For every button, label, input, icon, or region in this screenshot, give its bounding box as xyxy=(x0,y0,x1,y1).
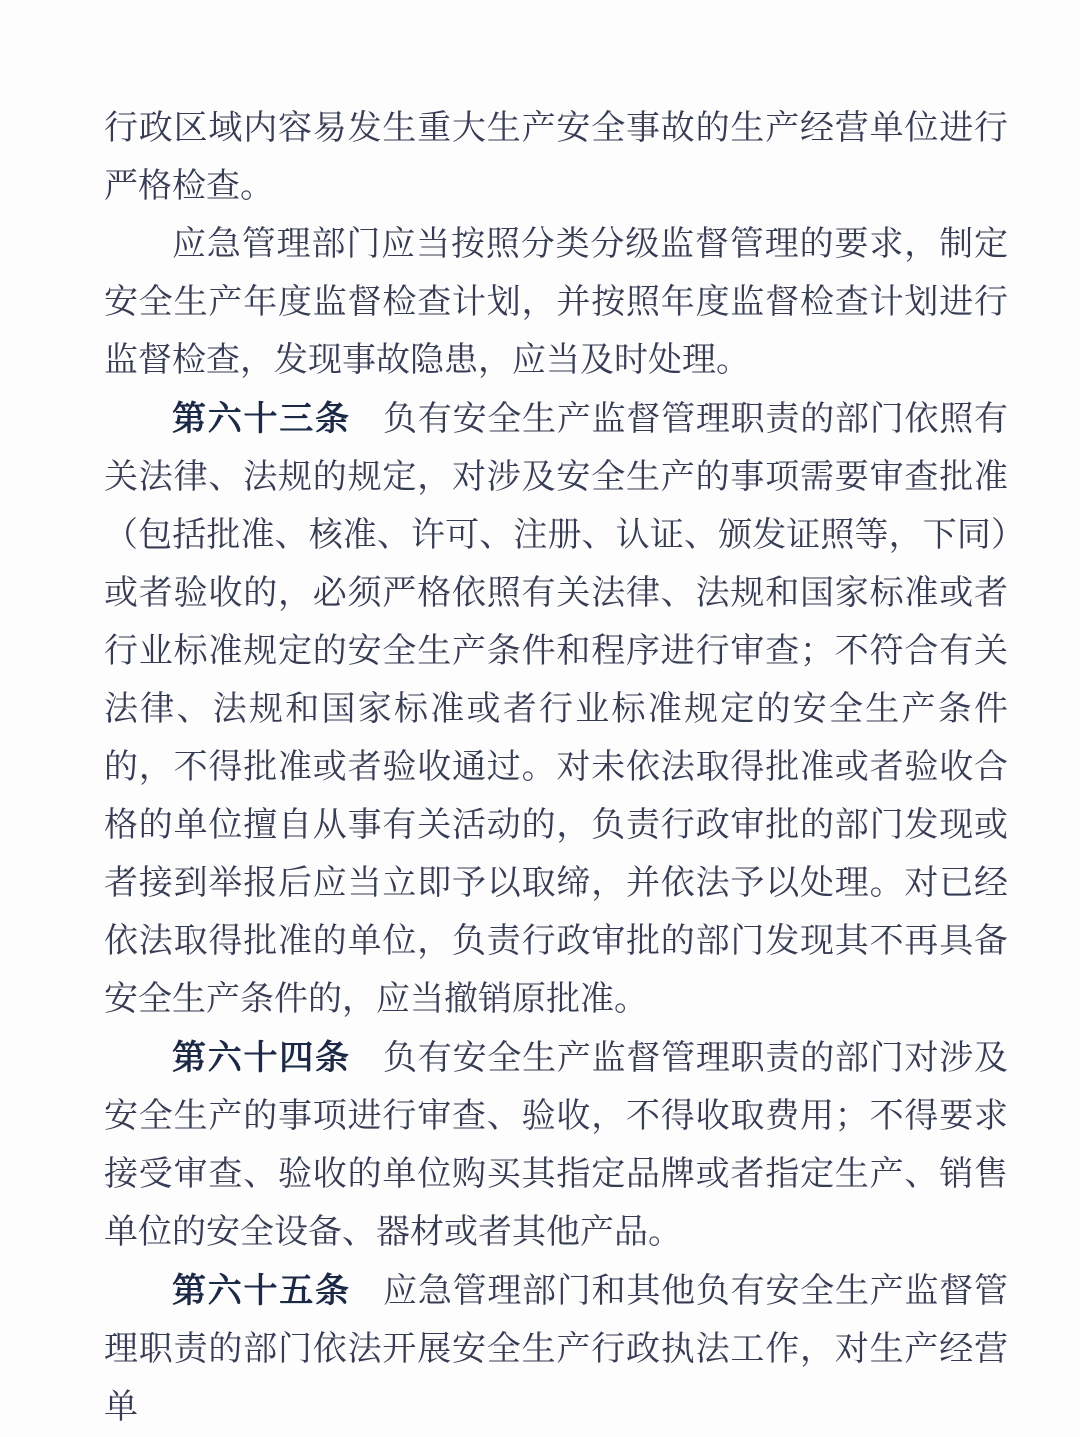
article-text: 应急管理部门和其他负有安全生产监督管理职责的部门依法开展安全生产行政执法工作，对生产经营单 xyxy=(104,1273,1008,1426)
paragraph-article-65 xyxy=(104,1262,1008,1437)
article-number: 第六十四条 xyxy=(172,1039,351,1077)
paragraph-body xyxy=(104,216,1008,390)
paragraph-continuation xyxy=(104,100,1008,216)
article-text: 负有安全生产监督管理职责的部门依照有关法律、法规的规定，对涉及安全生产的事项需要审查批准（包括批准、核准、许可、注册、认证、颁发证照等，下同）或者验收的，必须严格依照有关法律、法规和国家标准或者行业标准规定的安全生产条件和程序进行审查；不符合有关法律、法规和国家标准或者行业标准规定的安全生产条件的，不得批准或者验收通过。对未依法取得批准或者验收合格的单位擅自从事有关活动的，负责行政审批的部门发现或者接到举报后应当立即予以取缔，并依法予以处理。对已经依法取得批准的单位，负责行政审批的部门发现其不再具备安全生产条件的，应当撤销原批准。 xyxy=(104,401,1008,1018)
paragraph-text: 应急管理部门应当按照分类分级监督管理的要求，制定安全生产年度监督检查计划，并按照年度监督检查计划进行监督检查，发现事故隐患，应当及时处理。 xyxy=(104,226,1008,379)
article-text: 负有安全生产监督管理职责的部门对涉及安全生产的事项进行审查、验收，不得收取费用；不得要求接受审查、验收的单位购买其指定品牌或者指定生产、销售单位的安全设备、器材或者其他产品。 xyxy=(104,1040,1008,1251)
article-number: 第六十五条 xyxy=(172,1272,351,1310)
paragraph-text: 行政区域内容易发生重大生产安全事故的生产经营单位进行严格检查。 xyxy=(104,110,1008,205)
paragraph-article-64 xyxy=(104,1029,1008,1262)
paragraph-article-63 xyxy=(104,390,1008,1029)
article-number: 第六十三条 xyxy=(172,400,351,438)
